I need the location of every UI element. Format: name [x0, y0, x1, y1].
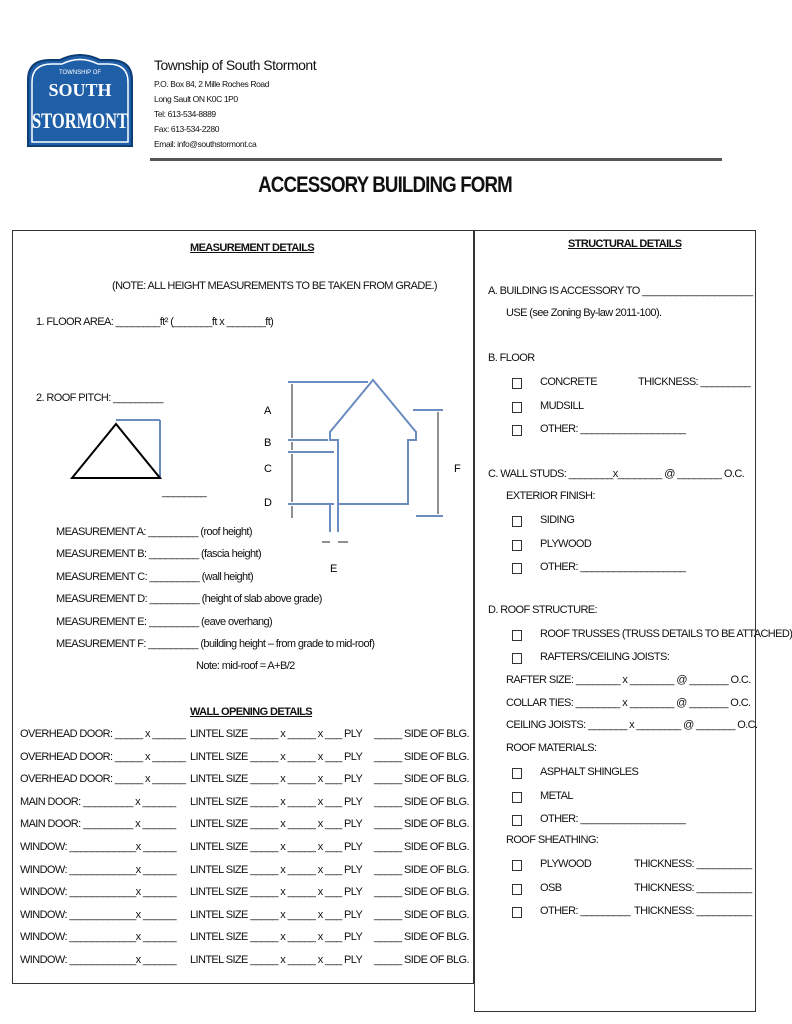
height-note: (NOTE: ALL HEIGHT MEASUREMENTS TO BE TAKEN FROM GRADE.) [112, 280, 437, 292]
lintel-size-field[interactable]: LINTEL SIZE _____ x _____ x ___ PLY [190, 728, 363, 740]
roof-pitch-diagram [60, 412, 170, 482]
roof-pitch-field[interactable]: 2. ROOF PITCH: _________ [36, 392, 163, 404]
lintel-size-field[interactable]: LINTEL SIZE _____ x _____ x ___ PLY [190, 886, 363, 899]
roof-sheathing-checkbox[interactable] [512, 860, 522, 871]
opening-size-field[interactable]: OVERHEAD DOOR: _____ x ______ [20, 750, 186, 763]
label-a: A [264, 405, 272, 417]
building-elevation-diagram [258, 372, 468, 575]
pitch-blank[interactable]: ________ [162, 486, 207, 498]
opening-size-field[interactable]: WINDOW: ____________x ______ [20, 841, 177, 853]
roof-sheathing-checkbox[interactable] [512, 907, 522, 918]
measurement-heading: MEASUREMENT DETAILS [190, 242, 315, 254]
structural-heading: STRUCTURAL DETAILS [568, 238, 682, 250]
opening-size-field[interactable]: WINDOW: ____________x ______ [20, 886, 177, 899]
roof-material-label: OTHER: ___________________ [540, 813, 686, 825]
mid-roof-note: Note: mid-roof = A+B/2 [196, 660, 295, 672]
measurement-line[interactable]: MEASUREMENT E: _________ (eave overhang) [56, 615, 273, 628]
side-of-building-field[interactable]: _____ SIDE OF BLG. [374, 818, 469, 831]
label-e: E [330, 563, 338, 575]
lintel-size-field[interactable]: LINTEL SIZE _____ x _____ x ___ PLY [190, 773, 363, 786]
roof-sheathing-label[interactable]: OTHER: _________ [540, 905, 631, 917]
roof-member-size-field[interactable]: COLLAR TIES: ________ x ________ @ _______ O.C. [506, 696, 751, 709]
side-of-building-field[interactable]: _____ SIDE OF BLG. [374, 954, 469, 966]
sheathing-thickness-field[interactable]: THICKNESS: __________ [634, 881, 752, 894]
opening-size-field[interactable]: MAIN DOOR: _________ x ______ [20, 818, 176, 831]
label-b: B [264, 437, 272, 449]
floor-option-label: CONCRETE [540, 376, 597, 388]
lintel-size-field[interactable]: LINTEL SIZE _____ x _____ x ___ PLY [190, 931, 363, 944]
roof-structure-label: ROOF TRUSSES (TRUSS DETAILS TO BE ATTACHED) [540, 628, 792, 640]
exterior-option-checkbox[interactable] [512, 563, 522, 574]
lintel-size-field[interactable]: LINTEL SIZE _____ x _____ x ___ PLY [190, 750, 363, 763]
roof-materials-label: ROOF MATERIALS: [506, 742, 597, 754]
side-of-building-field[interactable]: _____ SIDE OF BLG. [374, 886, 469, 899]
label-f: F [454, 463, 461, 475]
exterior-option-checkbox[interactable] [512, 516, 522, 527]
floor-title: B. FLOOR [488, 352, 535, 364]
measurement-line[interactable]: MEASUREMENT A: _________ (roof height) [56, 526, 252, 538]
roof-sheathing-label: OSB [540, 881, 562, 894]
opening-size-field[interactable]: WINDOW: ____________x ______ [20, 863, 177, 876]
exterior-option-label: SIDING [540, 514, 575, 526]
measurement-line[interactable]: MEASUREMENT F: _________ (building height – from grade to mid-roof) [56, 638, 375, 650]
roof-member-size-field[interactable]: CEILING JOISTS: _______ x ________ @ _______ O.C. [506, 719, 758, 731]
side-of-building-field[interactable]: _____ SIDE OF BLG. [374, 931, 469, 944]
label-d: D [264, 497, 272, 509]
svg-text:STORMONT: STORMONT [32, 108, 129, 133]
opening-size-field[interactable]: MAIN DOOR: _________ x ______ [20, 795, 176, 808]
side-of-building-field[interactable]: _____ SIDE OF BLG. [374, 750, 469, 763]
form-title: ACCESSORY BUILDING FORM [258, 172, 512, 197]
lintel-size-field[interactable]: LINTEL SIZE _____ x _____ x ___ PLY [190, 795, 363, 808]
roof-structure-checkbox[interactable] [512, 653, 522, 664]
opening-size-field[interactable]: WINDOW: ____________x ______ [20, 954, 177, 966]
opening-size-field[interactable]: OVERHEAD DOOR: _____ x ______ [20, 728, 186, 740]
roof-member-size-field[interactable]: RAFTER SIZE: ________ x ________ @ _______ O.C. [506, 674, 751, 686]
roof-material-checkbox[interactable] [512, 792, 522, 803]
exterior-option-label: OTHER: ___________________ [540, 561, 686, 573]
township-name: Township of South Stormont [154, 57, 317, 73]
header-rule [150, 158, 722, 161]
roof-material-checkbox[interactable] [512, 815, 522, 826]
measurement-line[interactable]: MEASUREMENT C: _________ (wall height) [56, 570, 254, 583]
opening-size-field[interactable]: WINDOW: ____________x ______ [20, 931, 177, 944]
lintel-size-field[interactable]: LINTEL SIZE _____ x _____ x ___ PLY [190, 908, 363, 921]
tel: Tel: 613-534-8889 [154, 109, 216, 119]
floor-option-checkbox[interactable] [512, 425, 522, 436]
lintel-size-field[interactable]: LINTEL SIZE _____ x _____ x ___ PLY [190, 954, 363, 966]
township-logo [20, 50, 140, 154]
accessory-use-note: USE (see Zoning By-law 2011-100). [506, 307, 662, 319]
fax: Fax: 613-534-2280 [154, 124, 220, 134]
city: Long Sault ON K0C 1P0 [154, 94, 238, 104]
label-c: C [264, 463, 272, 475]
lintel-size-field[interactable]: LINTEL SIZE _____ x _____ x ___ PLY [190, 863, 363, 876]
exterior-finish-label: EXTERIOR FINISH: [506, 490, 595, 502]
svg-text:SOUTH: SOUTH [48, 80, 112, 100]
opening-size-field[interactable]: WINDOW: ____________x ______ [20, 908, 177, 921]
sheathing-thickness-field[interactable]: THICKNESS: __________ [634, 905, 752, 917]
roof-sheathing-label: PLYWOOD [540, 858, 592, 870]
side-of-building-field[interactable]: _____ SIDE OF BLG. [374, 728, 469, 740]
svg-text:TOWNSHIP OF: TOWNSHIP OF [58, 70, 102, 76]
side-of-building-field[interactable]: _____ SIDE OF BLG. [374, 863, 469, 876]
accessory-to-field[interactable]: A. BUILDING IS ACCESSORY TO ____________________ [488, 285, 753, 297]
wall-studs-field[interactable]: C. WALL STUDS: ________x________ @ ________ O.C. [488, 468, 745, 480]
exterior-option-checkbox[interactable] [512, 540, 522, 551]
sheathing-thickness-field[interactable]: THICKNESS: __________ [634, 858, 752, 870]
roof-structure-checkbox[interactable] [512, 630, 522, 641]
wall-opening-heading: WALL OPENING DETAILS [190, 706, 313, 718]
roof-sheathing-checkbox[interactable] [512, 884, 522, 895]
email: Email: info@southstormont.ca [154, 139, 257, 149]
lintel-size-field[interactable]: LINTEL SIZE _____ x _____ x ___ PLY [190, 841, 363, 853]
floor-area-field[interactable]: 1. FLOOR AREA: ________ft² (_______ft x _______ft) [36, 316, 274, 328]
exterior-option-label: PLYWOOD [540, 537, 592, 550]
address: P.O. Box 84, 2 Mille Roches Road [154, 79, 270, 89]
roof-sheathing-label: ROOF SHEATHING: [506, 834, 599, 846]
side-of-building-field[interactable]: _____ SIDE OF BLG. [374, 795, 469, 808]
floor-option-checkbox[interactable] [512, 378, 522, 389]
right-panel [474, 230, 756, 1012]
floor-option-label: MUDSILL [540, 399, 584, 412]
measurement-line[interactable]: MEASUREMENT B: _________ (fascia height) [56, 548, 262, 561]
contact-block [154, 57, 316, 152]
roof-material-label: METAL [540, 789, 573, 802]
measurement-line[interactable]: MEASUREMENT D: _________ (height of slab above grade) [56, 593, 322, 606]
floor-option-label: OTHER: ___________________ [540, 423, 686, 435]
roof-structure-title: D. ROOF STRUCTURE: [488, 604, 597, 616]
side-of-building-field[interactable]: _____ SIDE OF BLG. [374, 773, 469, 786]
roof-structure-label: RAFTERS/CEILING JOISTS: [540, 651, 670, 663]
roof-material-label: ASPHALT SHINGLES [540, 766, 639, 778]
roof-material-checkbox[interactable] [512, 768, 522, 779]
opening-size-field[interactable]: OVERHEAD DOOR: _____ x ______ [20, 773, 186, 786]
floor-option-checkbox[interactable] [512, 402, 522, 413]
side-of-building-field[interactable]: _____ SIDE OF BLG. [374, 908, 469, 921]
lintel-size-field[interactable]: LINTEL SIZE _____ x _____ x ___ PLY [190, 818, 363, 831]
floor-thickness-field[interactable]: THICKNESS: _________ [638, 376, 751, 388]
side-of-building-field[interactable]: _____ SIDE OF BLG. [374, 841, 469, 853]
